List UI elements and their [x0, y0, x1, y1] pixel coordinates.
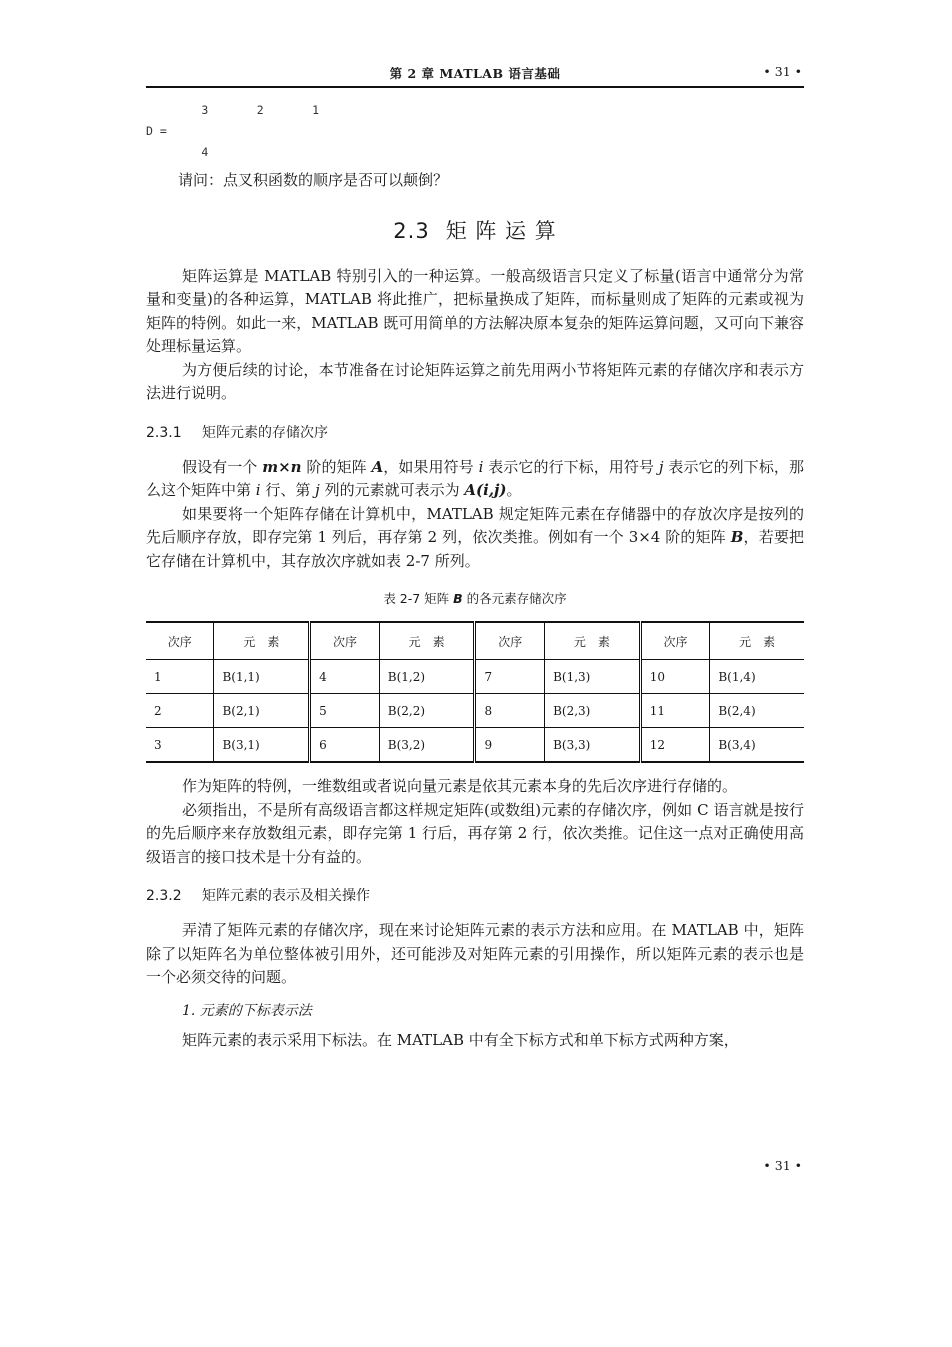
subsection-number: 2.3.1 [146, 424, 182, 441]
footer-page-number: • 31 • [763, 1158, 802, 1173]
section-title: 矩 阵 运 算 [445, 218, 557, 243]
table-cell: B(3,1) [214, 728, 310, 763]
subsection-heading [146, 422, 804, 442]
section-heading [146, 215, 804, 245]
storage-order-table [146, 621, 804, 763]
code-line: 4 [146, 145, 209, 159]
table-header-cell: 元 素 [545, 622, 641, 660]
table-cell: B(1,1) [214, 660, 310, 694]
table-caption: 表 2-7 矩阵 B 的各元素存储次序 [383, 591, 567, 606]
table-cell: B(2,4) [710, 694, 804, 728]
table-cell: B(2,1) [214, 694, 310, 728]
table-header-cell: 次序 [146, 622, 214, 660]
paragraph: 为方便后续的讨论，本节准备在讨论矩阵运算之前先用两小节将矩阵元素的存储次序和表示方法进行说明。 [146, 360, 804, 402]
table-cell: B(1,3) [545, 660, 641, 694]
table-row [146, 728, 804, 763]
code-output [146, 100, 804, 163]
paragraph: 作为矩阵的特例，一维数组或者说向量元素是依其元素本身的先后次序进行存储的。 [182, 777, 738, 795]
table-cell: B(2,3) [545, 694, 641, 728]
paragraph: 如果要将一个矩阵存储在计算机中，MATLAB 规定矩阵元素在存储器中的存放次序是按列的先后顺序存放，即存完第 1 列后，再存第 2 列，依次类推。例如有一个 3×4 阶的矩阵 B，若要把它存储在计算机中，其存放次序就如表 2-7 所列。 [146, 504, 804, 570]
table-header-cell: 次序 [640, 622, 710, 660]
table-header-cell: 元 素 [379, 622, 475, 660]
subsection-number: 2.3.2 [146, 888, 182, 904]
table-cell: B(1,4) [710, 660, 804, 694]
paragraph: 假设有一个 m×n 阶的矩阵 A，如果用符号 i 表示它的行下标，用符号 j 表示它的列下标，那么这个矩阵中第 i 行、第 j 列的元素就可表示为 A(i,j)。 [146, 457, 804, 499]
table-cell: 5 [310, 694, 380, 728]
book-page [146, 58, 804, 1173]
code-line: 3 2 1 [146, 103, 320, 117]
subsection-title: 矩阵元素的表示及相关操作 [202, 888, 370, 904]
subsubsection-heading: 1. 元素的下标表示法 [182, 1002, 312, 1019]
section-number: 2.3 [393, 218, 430, 243]
table-cell: B(3,4) [718, 737, 756, 752]
table-header-row [146, 622, 804, 660]
table-cell: 1 [146, 660, 214, 694]
table-cell: 2 [146, 694, 214, 728]
table-cell: 10 [640, 660, 710, 694]
table-cell: 8 [475, 694, 545, 728]
header-page-number: • 31 • [763, 64, 802, 79]
table-header-cell: 元 素 [214, 622, 310, 660]
table-cell: 4 [310, 660, 380, 694]
paragraph: 矩阵运算是 MATLAB 特别引入的一种运算。一般高级语言只定义了标量(语言中通常分为常量和变量)的各种运算，MATLAB 将此推广，把标量换成了矩阵，而标量则成了矩阵的元素或视为矩阵的特例。如此一来，MATLAB 既可用简单的方法解决原本复杂的矩阵运算问题，又可向下兼容处理标量运算。 [146, 266, 804, 355]
table-cell: 7 [475, 660, 545, 694]
table-cell: B(2,2) [379, 694, 475, 728]
table-cell: 9 [475, 728, 545, 763]
table-cell: B(3,3) [545, 728, 641, 763]
subsection-heading [146, 885, 804, 905]
running-header [146, 58, 804, 88]
subsection-title: 矩阵元素的存储次序 [202, 424, 328, 441]
table-header-cell: 次序 [475, 622, 545, 660]
table-row [146, 694, 804, 728]
table-cell: 6 [310, 728, 380, 763]
table-cell: 3 [146, 728, 214, 763]
paragraph: 矩阵元素的表示采用下标法。在 MATLAB 中有全下标方式和单下标方式两种方案， [182, 1030, 739, 1049]
code-line: D = [146, 124, 167, 138]
chapter-title: 第 2 章 MATLAB 语言基础 [389, 66, 561, 81]
table-header-cell: 元 素 [710, 622, 804, 660]
table-header-cell: 次序 [310, 622, 380, 660]
table-cell: 11 [640, 694, 710, 728]
paragraph: 弄清了矩阵元素的存储次序，现在来讨论矩阵元素的表示方法和应用。在 MATLAB 中，矩阵除了以矩阵名为单位整体被引用外，还可能涉及对矩阵元素的引用操作，所以矩阵元素的表示也是一个必须交待的问题。 [146, 921, 804, 986]
table-row [146, 660, 804, 694]
question-text: 请问：点叉积函数的顺序是否可以颠倒？ [178, 171, 449, 189]
table-cell: B(3,2) [379, 728, 475, 763]
table-cell: 12 [640, 728, 710, 763]
paragraph: 必须指出，不是所有高级语言都这样规定矩阵(或数组)元素的存储次序，例如 C 语言就是按行的先后顺序来存放数组元素，即存完第 1 行后，再存第 2 行，依次类推。记住这一点对正确使用高级语言的接口技术是十分有益的。 [146, 800, 804, 866]
table-cell: B(1,2) [379, 660, 475, 694]
